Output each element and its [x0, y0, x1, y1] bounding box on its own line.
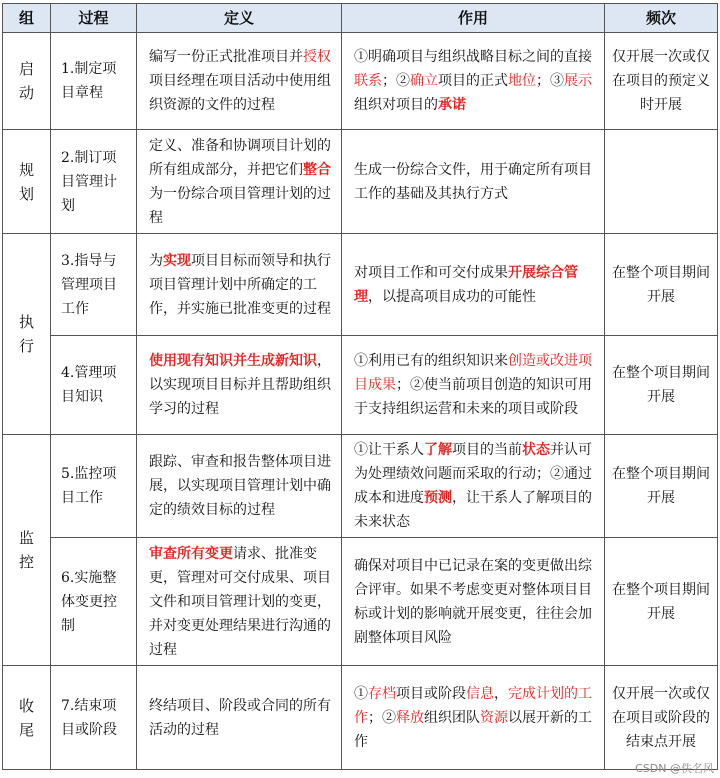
process-cell: 2.制订项目管理计划	[51, 130, 137, 234]
watermark: CSDN @佚名风	[635, 762, 714, 775]
header-group: 组	[3, 4, 51, 33]
cell-text: 为一份综合项目管理计划的过程	[149, 185, 331, 226]
group-monitor	[3, 435, 51, 666]
effect-cell	[342, 234, 605, 336]
header-row	[3, 4, 718, 33]
frequency-cell: 仅开展一次或仅在项目的预定义时开展	[605, 33, 718, 130]
table-row	[3, 130, 718, 234]
cell-text: ，	[494, 685, 508, 702]
cell-text: ①让干系人	[354, 442, 424, 458]
highlight-text: 联系	[354, 73, 382, 89]
cell-text: 对项目工作和可交付成果	[354, 264, 508, 281]
group-char: 划	[18, 184, 34, 203]
table-row	[3, 234, 718, 336]
highlight-text: 状态	[522, 442, 550, 458]
highlight-text: 完成计划的工作	[354, 685, 592, 726]
frequency-cell: 在整个项目期间开展	[605, 336, 718, 435]
definition-cell	[137, 33, 342, 130]
group-char: 启	[18, 60, 34, 78]
cell-text: 编写一份正式批准项目并	[149, 49, 303, 65]
cell-text: 为	[149, 252, 163, 269]
highlight-text: 实现	[163, 252, 191, 269]
project-integration-table	[2, 3, 718, 770]
definition-cell	[137, 336, 342, 435]
cell-text: 生成一份综合文件，用于确定所有项目工作的基础及其执行方式	[354, 161, 592, 202]
cell-text: ，以实现项目目标并且帮助组织学习的过程	[149, 353, 331, 417]
cell-text: ①利用已有的组织知识来	[354, 353, 508, 369]
highlight-text: 承诺	[438, 97, 466, 113]
group-char: 动	[18, 84, 34, 102]
cell-text: ；②	[368, 709, 396, 726]
frequency-cell: 在整个项目期间开展	[605, 435, 718, 538]
highlight-text: 地位	[508, 73, 536, 89]
highlight-text: 使用现有知识并生成新知识	[149, 353, 317, 369]
effect-cell	[342, 538, 605, 666]
table-row	[3, 435, 718, 538]
group-char: 行	[18, 337, 34, 355]
table-row	[3, 666, 718, 770]
highlight-text: 存档	[368, 685, 396, 702]
frequency-cell: 在整个项目期间开展	[605, 538, 718, 666]
group-close	[3, 666, 51, 770]
group-char: 规	[18, 160, 34, 179]
cell-text: 项目目标而领导和执行项目管理计划中所确定的工作，并实施已批准变更的过程	[149, 252, 331, 317]
table-row	[3, 538, 718, 666]
cell-text: 项目的当前	[452, 442, 522, 458]
cell-text: 跟踪、审查和报告整体项目进展，以实现项目管理计划中确定的绩效目标的过程	[149, 454, 331, 518]
highlight-text: 开展综合管理	[354, 264, 578, 305]
process-cell: 5.监控项目工作	[51, 435, 137, 538]
cell-text: ①	[354, 685, 368, 702]
highlight-text: 审查所有变更	[149, 545, 233, 562]
cell-text: 终结项目、阶段或合同的所有活动的过程	[149, 697, 331, 738]
effect-cell	[342, 666, 605, 770]
highlight-text: 授权	[303, 49, 331, 65]
highlight-text: 释放	[396, 709, 424, 726]
highlight-text: 信息	[466, 685, 494, 702]
highlight-text: 预测	[424, 490, 452, 506]
process-cell: 7.结束项目或阶段	[51, 666, 137, 770]
cell-text: 组织团队	[424, 709, 480, 726]
frequency-cell: 仅开展一次或仅在项目或阶段的结束点开展	[605, 666, 718, 770]
definition-cell	[137, 234, 342, 336]
highlight-text: 创造或改进项目成果	[354, 353, 592, 393]
effect-cell	[342, 130, 605, 234]
definition-cell	[137, 538, 342, 666]
frequency-cell: 在整个项目期间开展	[605, 234, 718, 336]
group-exec	[3, 234, 51, 435]
process-cell: 4.管理项目知识	[51, 336, 137, 435]
cell-text: 项目或阶段	[396, 685, 466, 702]
group-char: 尾	[18, 720, 34, 739]
process-cell: 3.指导与管理项目工作	[51, 234, 137, 336]
cell-text: ；②	[382, 73, 410, 89]
cell-text: 请求、批准变更，管理对可交付成果、项目文件和项目管理计划的变更，并对变更处理结果进行沟通的过程	[149, 545, 331, 658]
cell-text: 以展开新的工作	[354, 709, 592, 750]
highlight-text: 资源	[480, 709, 508, 726]
highlight-text: 了解	[424, 442, 452, 458]
group-start	[3, 33, 51, 130]
cell-text: ，以提高项目成功的可能性	[368, 288, 536, 305]
highlight-text: 展示	[564, 73, 592, 89]
effect-cell	[342, 336, 605, 435]
frequency-cell	[605, 130, 718, 234]
header-process: 过程	[51, 4, 137, 33]
definition-cell	[137, 435, 342, 538]
cell-text: 项目的正式	[438, 73, 508, 89]
definition-cell	[137, 130, 342, 234]
cell-text: 确保对项目中已记录在案的变更做出综合评审。如果不考虑变更对整体项目目标或计划的影响就开展变更，往往会加剧整体项目风险	[354, 557, 592, 646]
cell-text: 定义、准备和协调项目计划的所有组成部分，并把它们	[149, 137, 331, 178]
cell-text: ，让干系人了解项目的未来状态	[354, 490, 592, 530]
effect-cell	[342, 33, 605, 130]
group-char: 执	[18, 313, 34, 331]
cell-text: 项目经理在项目活动中使用组织资源的文件的过程	[149, 73, 331, 113]
group-char: 监	[18, 529, 34, 547]
table-row	[3, 336, 718, 435]
cell-text: ；③	[536, 73, 564, 89]
cell-text: 组织对项目的	[354, 97, 438, 113]
table-row	[3, 33, 718, 130]
cell-text: ；②使当前项目创造的知识可用于支持组织运营和未来的项目或阶段	[354, 377, 592, 417]
header-definition: 定义	[137, 4, 342, 33]
group-plan	[3, 130, 51, 234]
cell-text: ①明确项目与组织战略目标之间的直接	[354, 49, 592, 65]
process-cell: 6.实施整体变更控制	[51, 538, 137, 666]
highlight-text: 确立	[410, 73, 438, 89]
definition-cell	[137, 666, 342, 770]
cell-text: 并认可为处理绩效问题而采取的行动；②通过成本和进度	[354, 442, 592, 506]
effect-cell	[342, 435, 605, 538]
group-char: 收	[18, 696, 34, 715]
highlight-text: 整合	[303, 161, 331, 178]
process-cell: 1.制定项目章程	[51, 33, 137, 130]
header-effect: 作用	[342, 4, 605, 33]
group-char: 控	[18, 553, 34, 571]
header-frequency: 频次	[605, 4, 718, 33]
